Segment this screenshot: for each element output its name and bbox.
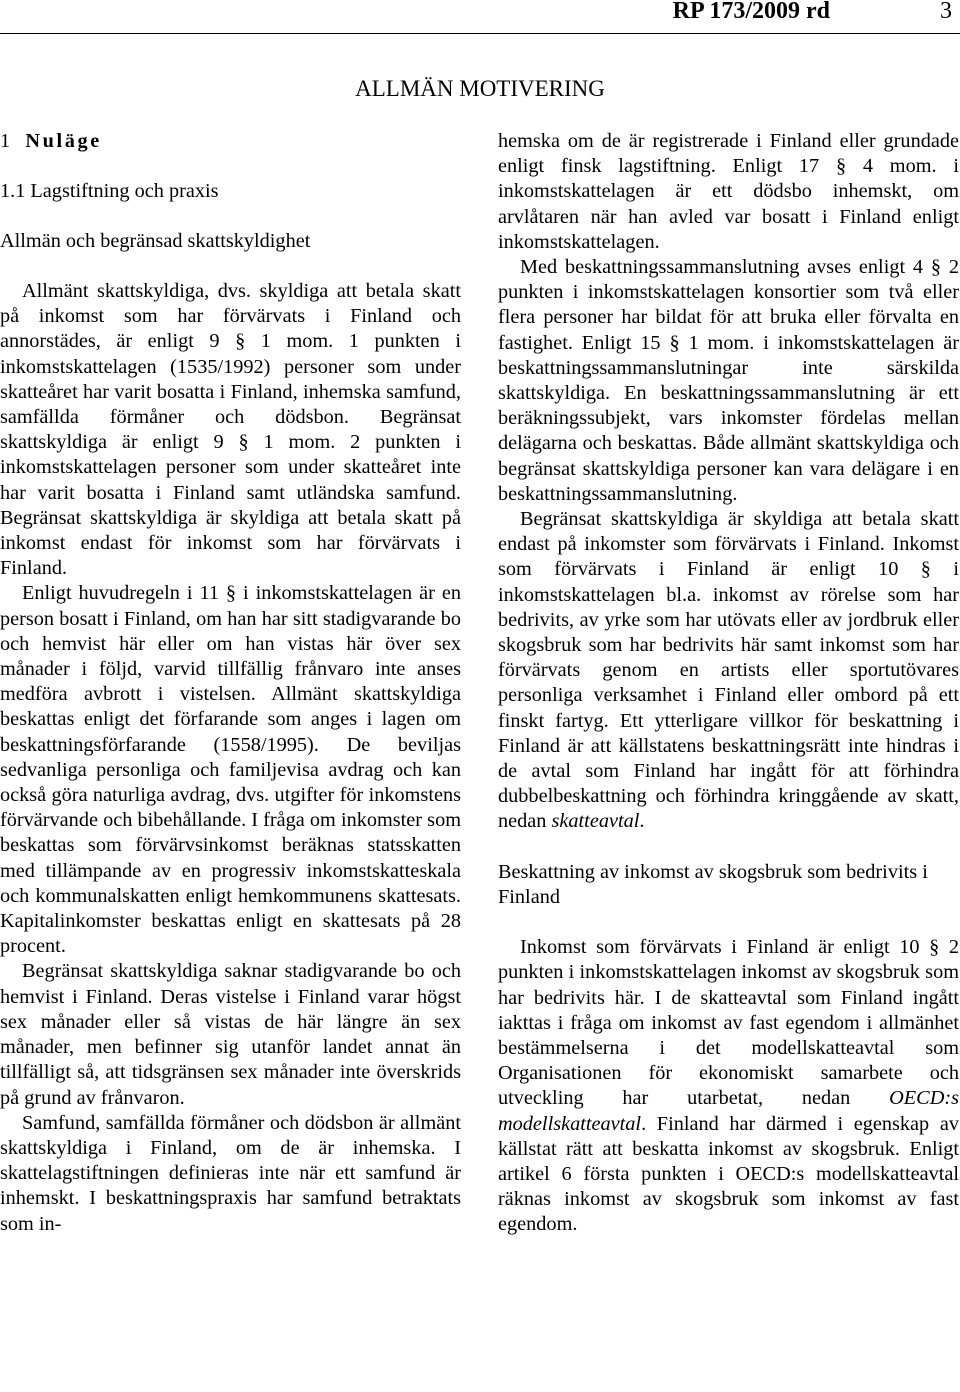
paragraph: Samfund, samfällda förmåner och dödsbon är allmänt skattskyldiga i Finland, om de är inhemska. I skattelagstiftningen definieras inte när ett samfund är inhemskt. I beskattningspraxis har samfund betraktats som in- [0, 1111, 461, 1235]
subsubsection-heading: Allmän och begränsad skattskyldighet [0, 230, 311, 252]
paragraph: Allmänt skattskyldiga, dvs. skyldiga att betala skatt på inkomst som har förvärvats i Finland och annorstädes, är enligt 9 § 1 mom. 1 punkten i inkomstskattelagen (1535/1992) personer som under skatteåret har varit bosatta i Finland, inhemska samfund, samfällda förmåner och dödsbon. Begränsat skattskyldiga är enligt 9 § 1 mom. 2 punkten i inkomstskattelagen personer som under skatteåret inte har varit bosatta i Finland samt utländska samfund. Begränsat skattskyldiga är skyldiga att betala skatt på inkomst endast för inkomst som har förvärvats i Finland. [0, 280, 461, 580]
paragraph: Begränsat skattskyldiga saknar stadigvarande bo och hemvist i Finland. Deras vistelse i Finland varar högst sex månader eller så vistas de här längre än sex månader, men befinner sig utanför landet annat än tillfälligt så, att tidsgränsen sex månader inte överskrids på grund av frånvaron. [0, 960, 461, 1109]
paragraph-text: . Finland har därmed i egenskap av källstat rätt att beskatta inkomst av skogsbruk. Enligt artikel 6 första punkten i OECD:s modellskatteavtal räknas inkomst av skogsbruk som inkomst av fast egendom. [498, 1112, 959, 1236]
header-rule [0, 33, 960, 34]
section-number: 1 [0, 130, 11, 152]
subsection-heading: 1.1 Lagstiftning och praxis [0, 180, 219, 202]
punctuation: . [639, 810, 645, 833]
section-title: Nuläge [25, 130, 102, 152]
paragraph: Enligt huvudregeln i 11 § i inkomstskattelagen är en person bosatt i Finland, om han har sitt stadigvarande bo och hemvist här eller om han vistas här över sex månader i följd, varvid tillfällig frånvaro inte anses medföra avbrott i vistelsen. Allmänt skattskyldiga beskattas enligt det förfarande som anges i lagen om beskattningsförfarande (1558/1995). De beviljas sedvanliga personliga och familjevisa avdrag och kan också göra naturliga avdrag, dvs. utgifter för inkomstens förvärvande och bibehållande. I fråga om inkomster som beskattas som förvärvsinkomst beräknas statsskatten med tillämpande av en progressiv inkomstskatteskala och kommunalskatten enligt hemkommunens skattesats. Kapitalinkomster beskattas enligt en skattesats på 28 procent. [0, 582, 461, 958]
subsection-heading: Beskattning av inkomst av skogsbruk som bedrivits i Finland [498, 860, 928, 908]
page-number: 3 [940, 0, 952, 24]
left-column [0, 129, 461, 1237]
defined-term: OECD:s modellskatteavtal [498, 1087, 959, 1135]
section-heading [0, 129, 461, 154]
paragraph-text: Inkomst som förvärvats i Finland är enligt 10 § 2 punkten i inkomstskattelagen inkomst av skogsbruk som har bedrivits här. I de skatteavtal som Finland ingått iakttas i fråga om inkomst av fast egendom i allmänhet bestämmelserna i det modellskatteavtal som Organisationen för ekonomiskt samarbete och utveckling har utarbetat, nedan [498, 936, 959, 1110]
paragraph [498, 507, 959, 835]
defined-term: skatteavtal [551, 810, 640, 833]
main-title: ALLMÄN MOTIVERING [355, 76, 605, 101]
paragraph: hemska om de är registrerade i Finland eller grundade enligt finsk lagstiftning. Enligt 17 § 4 mom. i inkomstskattelagen är ett dödsbo inhemskt, om arvlåtaren när han avled var bosatt i Finland enligt inkomstskattelagen. [498, 130, 959, 253]
document-id: RP 173/2009 rd [672, 0, 830, 24]
paragraph [498, 935, 959, 1237]
paragraph: Med beskattningssammanslutning avses enligt 4 § 2 punkten i inkomstskattelagen konsortier som två eller flera personer har bildat för att bruka eller förvalta en fastighet. Enligt 15 § 1 mom. i inkomstskattelagen är beskattningssammanslutningar inte särskilda skattskyldiga. En beskattningssammanslutning är ett beräkningssubjekt, vars inkomster fördelas mellan delägarna och beskattas. Både allmänt skattskyldiga och begränsat skattskyldiga personer kan vara delägare i en beskattningssammanslutning. [498, 256, 959, 505]
paragraph-text: Begränsat skattskyldiga är skyldiga att betala skatt endast på inkomster som förvärvats i Finland. Inkomst som förvärvats i Finland är enligt 10 § i inkomstskattelagen bl.a. inkomst av rörelse som har bedrivits, av yrke som har utövats eller av jordbruk eller skogsbruk som har bedrivits här samt inkomst som har förvärvats genom en artists eller sportutövares personliga verksamhet i Finland eller ombord på ett finskt fartyg. Ett ytterligare villkor för beskattning i Finland är att källstatens beskattningsrätt inte hindras i de avtal som Finland har ingått för att förhindra dubbelbeskattning och förhindra kringgående av skatt, nedan [498, 508, 959, 833]
right-column [498, 129, 959, 1238]
